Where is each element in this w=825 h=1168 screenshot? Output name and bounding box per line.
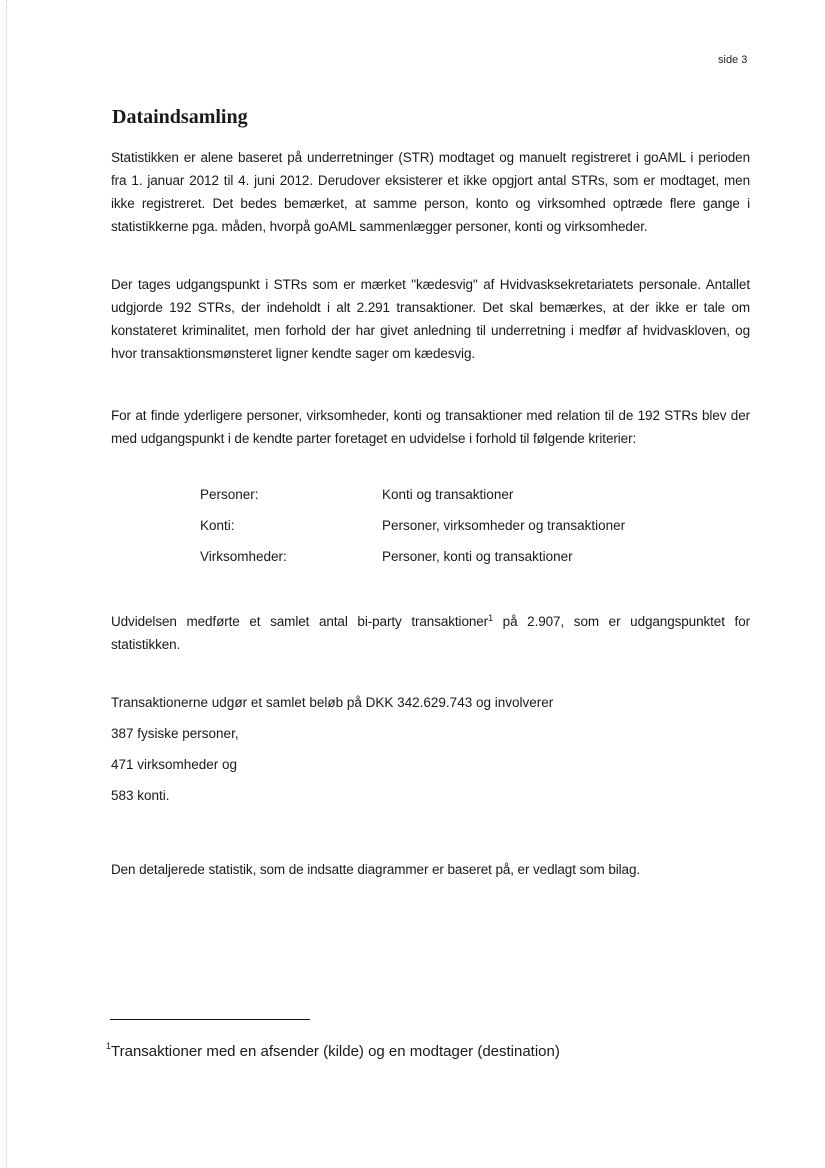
criteria-row (200, 487, 625, 518)
result-text-start: Udvidelsen medførte et samlet antal bi-party transaktioner (111, 614, 489, 629)
paragraph-data-basis: Statistikken er alene baseret på underretninger (STR) modtaget og manuelt registreret i goAML i perioden fra 1. januar 2012 til 4. juni 2012. Derudover eksisterer et ikke opgjort antal STRs, som er modtaget, men ikke registreret. Det bedes bemærket, at samme person, konto og virksomhed optræde flere gange i statistikkerne pga. måden, hvorpå goAML sammenlægger personer, konti og virksomheder. (111, 150, 750, 234)
criteria-key: Personer: (200, 487, 259, 502)
paragraph-result (111, 610, 750, 656)
footnote-divider (110, 1019, 310, 1020)
paragraph-expansion: For at finde yderligere personer, virksomheder, konti og transaktioner med relation til de 192 STRs blev der med udgangspunkt i de kendte parter foretaget en udvidelse i forhold til følgende kriterier: (111, 408, 750, 446)
criteria-value: Konti og transaktioner (382, 487, 514, 502)
section-heading: Dataindsamling (112, 106, 248, 128)
summary-line: Transaktionerne udgør et samlet beløb på DKK 342.629.743 og involverer (111, 695, 554, 710)
page-number: side 3 (718, 54, 748, 66)
summary-line: 387 fysiske personer, (111, 726, 239, 741)
criteria-value: Personer, konti og transaktioner (382, 549, 573, 564)
criteria-value: Personer, virksomheder og transaktioner (382, 518, 626, 533)
criteria-key: Virksomheder: (200, 549, 287, 564)
paragraph-appendix-note: Den detaljerede statistik, som de indsatte diagrammer er baseret på, er vedlagt som bilag. (111, 862, 641, 877)
footnote-marker: 1 (106, 1041, 112, 1051)
summary-line: 471 virksomheder og (111, 757, 238, 772)
scan-margin-line (6, 0, 7, 1168)
criteria-list (200, 487, 625, 580)
criteria-row (200, 518, 625, 549)
footnote-reference[interactable]: 1 (488, 613, 493, 623)
paragraph-starting-point: Der tages udgangspunkt i STRs som er mærket "kædesvig" af Hvidvasksekretariatets personale. Antallet udgjorde 192 STRs, der indeholdt i alt 2.291 transaktioner. Det skal bemærkes, at der ikke er tale om konstateret kriminalitet, men forhold der har givet anledning til underretning i medfør af hvidvaskloven, og hvor transaktionsmønsteret ligner kendte sager om kædesvig. (111, 277, 750, 361)
footnote (106, 1043, 560, 1060)
footnote-text: Transaktioner med en afsender (kilde) og en modtager (destination) (111, 1043, 560, 1060)
criteria-row (200, 549, 625, 580)
summary-block (111, 695, 553, 819)
summary-line: 583 konti. (111, 788, 170, 803)
criteria-key: Konti: (200, 518, 235, 533)
result-text-end: på 2.907, som er udgangspunktet for statistikken. (111, 614, 750, 652)
